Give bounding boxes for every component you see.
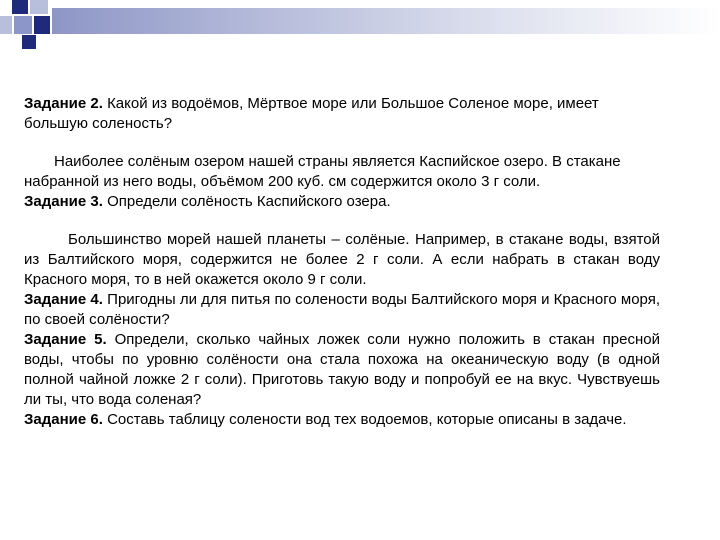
task-5-paragraph — [24, 330, 660, 410]
decor-square-dark — [34, 16, 50, 34]
seas-paragraph: Большинство морей нашей планеты – солёные. Например, в стакане воды, взятой из Балтийского моря, содержится не более 2 г соли. А если набрать в стакан воду Красного моря, то в ней окажется около 9 г соли. — [24, 231, 660, 288]
decor-square-dark — [22, 35, 36, 49]
task-6-label: Задание 6. — [24, 411, 103, 428]
caspian-paragraph: Наиболее солёным озером нашей страны является Каспийское озеро. В стакане набранной из него воды, объёмом 200 куб. см содержится около 3 г соли. — [24, 153, 621, 190]
decor-square-mid — [14, 16, 32, 34]
task-5-text: Определи, сколько чайных ложек соли нужно положить в стакан пресной воды, чтобы по уровню солёности она стала похожа на океаническую воду (в одной полной чайной ложке 2 г соли). Приготовь такую воду и попробуй ее на вкус. Чувствуешь ли ты, что вода соленая? — [24, 331, 660, 408]
task-3-paragraph — [24, 192, 660, 212]
decor-square-light — [30, 0, 48, 14]
task-5-label: Задание 5. — [24, 331, 107, 348]
task-6-paragraph — [24, 410, 660, 430]
decor-gradient-bar — [52, 8, 720, 34]
slide-content — [24, 94, 660, 430]
task-6-text: Составь таблицу солености вод тех водоемов, которые описаны в задаче. — [102, 411, 627, 428]
task-2-label: Задание 2. — [24, 95, 103, 112]
task-2-text: Какой из водоёмов, Мёртвое море или Большое Соленое море, имеет большую соленость? — [24, 95, 599, 132]
task-4-text: Пригодны ли для питья по солености воды Балтийского моря и Красного моря, по своей солёности? — [24, 291, 661, 328]
task-3-text: Определи солёность Каспийского озера. — [102, 193, 391, 210]
task-4-label: Задание 4. — [24, 291, 103, 308]
decor-square-dark — [12, 0, 28, 14]
task-2-paragraph — [24, 94, 660, 134]
decor-square-light — [0, 16, 12, 34]
task-4-paragraph — [24, 290, 660, 330]
slide-decoration — [0, 0, 720, 40]
task-3-label: Задание 3. — [24, 193, 103, 210]
